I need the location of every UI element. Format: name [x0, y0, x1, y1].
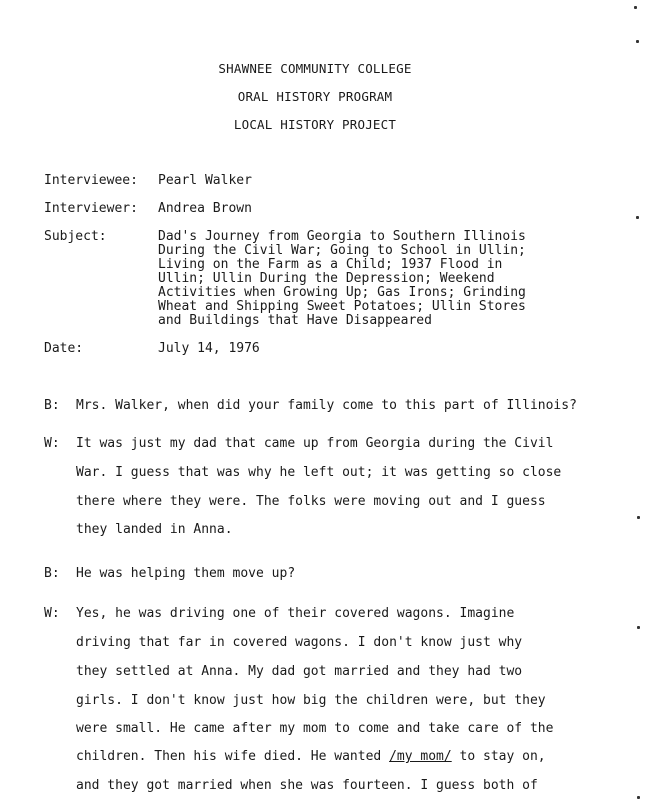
subject-line: Wheat and Shipping Sweet Potatoes; Ullin Stores	[158, 299, 526, 314]
speaker-tag: W:	[44, 606, 60, 621]
transcript-line: there where they were. The folks were moving out and I guess	[76, 494, 546, 509]
editorial-insert: /my mom/	[389, 749, 452, 764]
scan-speck	[637, 516, 640, 519]
interviewer-label: Interviewer:	[44, 201, 138, 216]
transcript-line: driving that far in covered wagons. I don't know just why	[76, 635, 523, 650]
transcript-line: War. I guess that was why he left out; it was getting so close	[76, 465, 562, 480]
transcript-line: Yes, he was driving one of their covered wagons. Imagine	[76, 606, 515, 621]
subject-line: Dad's Journey from Georgia to Southern Illinois	[158, 229, 526, 244]
interviewer-name: Andrea Brown	[158, 201, 252, 216]
speaker-tag: B:	[44, 566, 60, 581]
scan-speck	[636, 216, 639, 219]
program-heading: ORAL HISTORY PROGRAM	[237, 89, 393, 104]
transcript-line: girls. I don't know just how big the children were, but they	[76, 693, 546, 708]
transcript-line: were small. He came after my mom to come and take care of the	[76, 721, 554, 736]
transcript-line: and they got married when she was fourteen. I guess both of	[76, 778, 538, 793]
subject-line: Activities when Growing Up; Gas Irons; Grinding	[158, 285, 526, 300]
subject-line: Living on the Farm as a Child; 1937 Flood in	[158, 257, 503, 272]
interviewee-label: Interviewee:	[44, 173, 138, 188]
transcript-line: they landed in Anna.	[76, 522, 233, 537]
transcript-text: to stay on,	[451, 749, 546, 764]
scan-speck	[636, 40, 639, 43]
transcript-line	[76, 749, 546, 764]
transcript-line: Mrs. Walker, when did your family come to this part of Illinois?	[76, 398, 577, 413]
subject-line: Ullin; Ullin During the Depression; Weekend	[158, 271, 495, 286]
scan-speck	[637, 796, 640, 799]
date-label: Date:	[44, 341, 84, 356]
speaker-tag: B:	[44, 398, 60, 413]
subject-line: During the Civil War; Going to School in Ullin;	[158, 243, 526, 258]
transcript-line: It was just my dad that came up from Georgia during the Civil	[76, 436, 554, 451]
subject-label: Subject:	[44, 229, 107, 244]
interviewee-name: Pearl Walker	[158, 173, 252, 188]
scan-speck	[637, 626, 640, 629]
project-heading: LOCAL HISTORY PROJECT	[233, 117, 397, 132]
institution-heading: SHAWNEE COMMUNITY COLLEGE	[218, 61, 412, 76]
subject-line: and Buildings that Have Disappeared	[158, 313, 432, 328]
interview-date: July 14, 1976	[158, 341, 260, 356]
transcript-line: He was helping them move up?	[76, 566, 296, 581]
speaker-tag: W:	[44, 436, 60, 451]
transcript-line: they settled at Anna. My dad got married and they had two	[76, 664, 523, 679]
transcript-text: children. Then his wife died. He wanted	[76, 749, 382, 764]
scan-speck	[634, 6, 637, 9]
